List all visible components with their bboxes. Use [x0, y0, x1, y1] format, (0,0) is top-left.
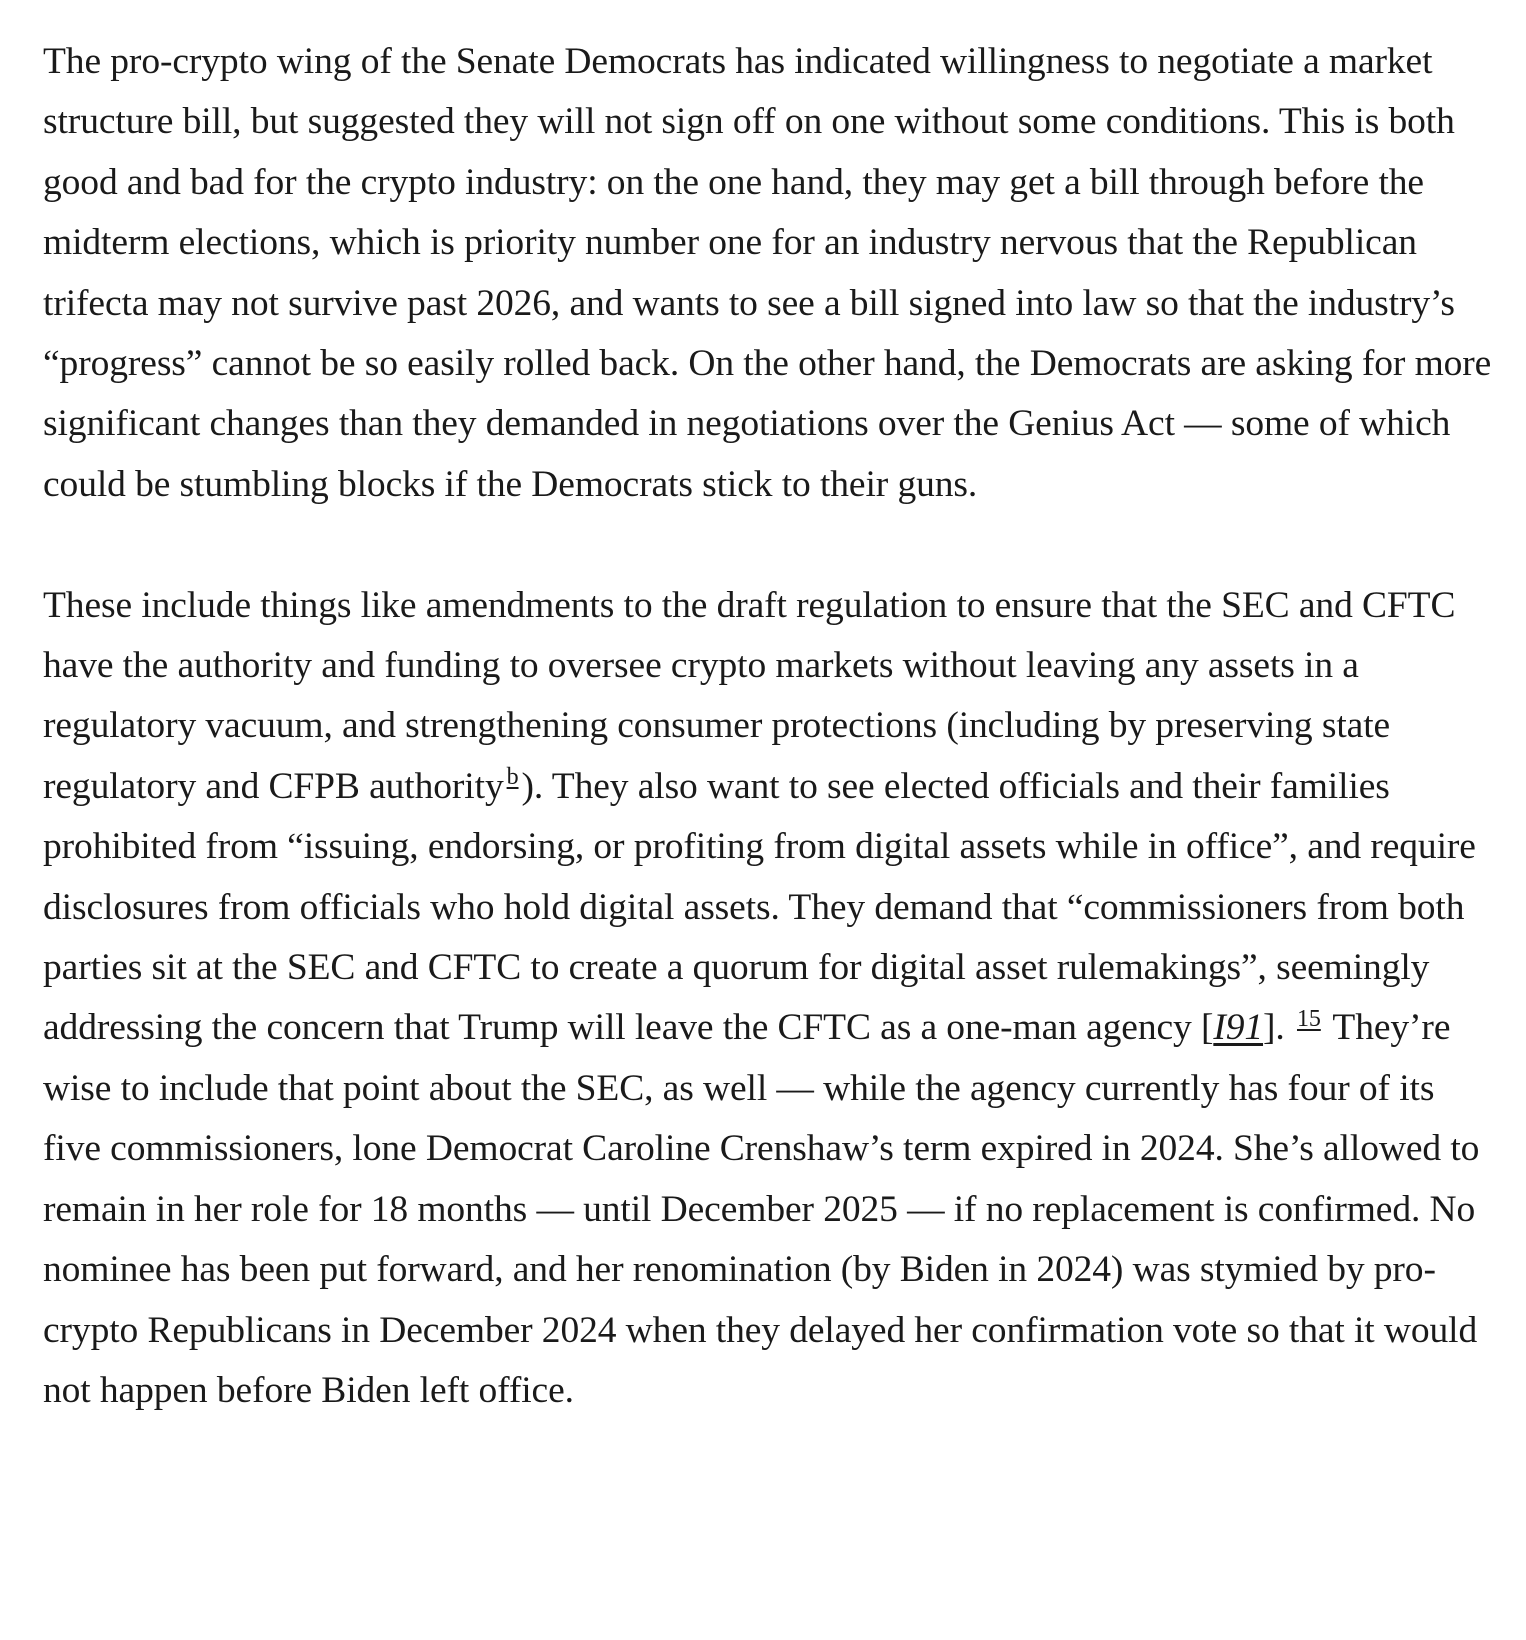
paragraph-2-text-d: They’re wise to include that point about the SEC, as well — while the agency currently has four of its five commissioners, lone Democrat Caroline Crenshaw’s term expired in 2024. She’s allowed to remain in her role for 18 months — until December 2025 — if no replacement is confirmed. No nominee has been put forward, and her renomination (by Biden in 2024) was stymied by pro-crypto Republicans in December 2024 when they delayed her confirmation vote so that it would not happen before Biden left office. — [43, 1007, 1480, 1411]
paragraph-2-text-b: ). They also want to see elected officials and their families prohibited from “issuing, endorsing, or profiting from digital assets while in office”, and require disclosures from officials who hold digital assets. They demand that “commissioners from both parties sit at the SEC and CFTC to create a quorum for digital asset rulemakings”, seemingly addressing the concern that Trump will leave the CFTC as a one-man agency [ — [43, 765, 1476, 1049]
footnote-b-link[interactable]: b — [506, 764, 519, 791]
article-body — [43, 32, 1493, 1421]
paragraph-1: The pro-crypto wing of the Senate Democrats has indicated willingness to negotiate a market structure bill, but suggested they will not sign off on one without some conditions. This is both good and bad for the crypto industry: on the one hand, they may get a bill through before the midterm elections, which is priority number one for an industry nervous that the Republican trifecta may not survive past 2026, and wants to see a bill signed into law so that the industry’s “progress” cannot be so easily rolled back. On the other hand, the Democrats are asking for more significant changes than they demanded in negotiations over the Genius Act — some of which could be stumbling blocks if the Democrats stick to their guns. — [43, 41, 1492, 505]
citation-link[interactable]: I91 — [1213, 1007, 1264, 1049]
paragraph-2-text-c: ]. — [1263, 1007, 1285, 1049]
paragraph-2 — [43, 576, 1493, 1422]
footnote-15-link[interactable]: 15 — [1296, 1005, 1321, 1032]
paragraph-2-text-a: These include things like amendments to the draft regulation to ensure that the SEC and CFTC have the authority and funding to oversee crypto markets without leaving any assets in a regulatory vacuum, and strengthening consumer protections (including by preserving state regulatory and CFPB authority — [43, 584, 1456, 807]
